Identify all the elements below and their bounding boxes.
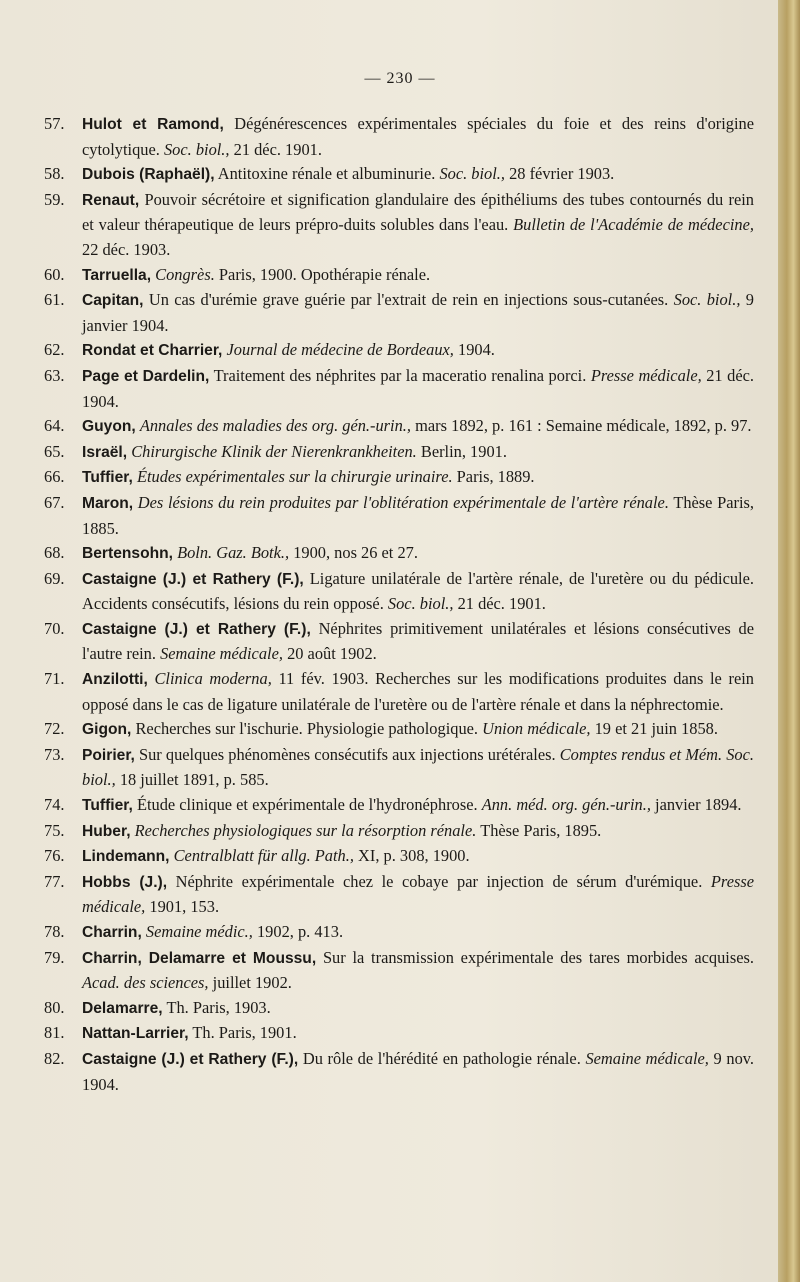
reference-author: Rondat et Charrier, bbox=[82, 342, 223, 360]
reference-item bbox=[44, 1047, 754, 1097]
reference-details: 9 nov. 1904. bbox=[82, 1048, 755, 1094]
reference-author: Castaigne (J.) et Rathery (F.), bbox=[82, 620, 311, 638]
reference-author: Gigon, bbox=[82, 721, 132, 739]
reference-author: Dubois (Raphaël), bbox=[82, 166, 215, 184]
reference-item bbox=[44, 819, 754, 845]
reference-author: Castaigne (J.) et Rathery (F.), bbox=[82, 570, 304, 588]
reference-author: Huber, bbox=[82, 822, 131, 840]
reference-number: 60. bbox=[44, 264, 65, 284]
reference-details: 22 déc. 1903. bbox=[82, 239, 171, 259]
reference-author: Delamarre, bbox=[82, 999, 163, 1017]
reference-journal: Comptes rendus et Mém. Soc. biol., bbox=[82, 744, 754, 790]
reference-title: Traitement des néphrites par la maceratio renalina porci. bbox=[213, 365, 587, 385]
reference-item bbox=[44, 112, 754, 162]
reference-details: 18 juillet 1891, p. 585. bbox=[119, 770, 269, 790]
reference-details: 11 fév. 1903. Recherches sur les modifications produites dans le rein opposé dans le cas de ligature unilatérale de l'uretère ou de l'artère rénale et dans la néphrectomie. bbox=[82, 669, 754, 714]
reference-details: XI, p. 308, 1900. bbox=[358, 846, 470, 866]
reference-title: Un cas d'urémie grave guérie par l'extrait de rein en injections sous-cutanées. bbox=[148, 290, 669, 310]
reference-details: Paris, 1900. Opothérapie rénale. bbox=[218, 264, 431, 284]
reference-journal: Acad. des sciences, bbox=[82, 973, 209, 993]
reference-journal: Clinica moderna, bbox=[154, 669, 272, 689]
reference-item bbox=[44, 541, 754, 567]
reference-number: 72. bbox=[44, 719, 65, 739]
reference-list bbox=[44, 112, 754, 1097]
reference-details: Thèse Paris, 1895. bbox=[480, 820, 602, 840]
reference-item bbox=[44, 440, 754, 466]
reference-journal: Semaine médic., bbox=[145, 922, 253, 941]
reference-details: 21 déc. 1904. bbox=[82, 365, 754, 411]
reference-author: Anzilotti, bbox=[82, 671, 148, 689]
reference-journal: Soc. biol., bbox=[439, 164, 505, 184]
reference-author: Page et Dardelin, bbox=[82, 367, 210, 385]
reference-details: mars 1892, p. 161 : Semaine médicale, 1892, p. 97. bbox=[415, 416, 752, 436]
reference-details: 19 et 21 juin 1858. bbox=[594, 719, 718, 739]
reference-item bbox=[44, 996, 754, 1022]
reference-journal: Boln. Gaz. Botk., bbox=[177, 543, 290, 563]
reference-journal: Recherches physiologiques sur la résorption rénale. bbox=[134, 820, 477, 840]
reference-number: 79. bbox=[44, 947, 65, 967]
reference-number: 57. bbox=[44, 114, 65, 133]
reference-item bbox=[44, 870, 754, 920]
reference-author: Poirier, bbox=[82, 746, 135, 764]
reference-author: Israël, bbox=[82, 443, 128, 461]
reference-item bbox=[44, 793, 754, 819]
reference-number: 61. bbox=[44, 290, 65, 310]
reference-item bbox=[44, 364, 754, 414]
reference-journal: Semaine médicale, bbox=[585, 1048, 709, 1068]
reference-author: Castaigne (J.) et Rathery (F.), bbox=[82, 1050, 299, 1068]
reference-title: Dégénérescences expérimentales spéciales du foie et des reins d'origine cytolytique. bbox=[82, 114, 754, 159]
reference-number: 75. bbox=[44, 820, 65, 840]
reference-item bbox=[44, 1021, 754, 1047]
reference-details: juillet 1902. bbox=[212, 973, 292, 993]
reference-details: 1902, p. 413. bbox=[256, 922, 344, 941]
reference-details: 1901, 153. bbox=[149, 897, 220, 917]
reference-number: 76. bbox=[44, 846, 65, 866]
reference-item bbox=[44, 667, 754, 717]
reference-title: Étude clinique et expérimentale de l'hydronéphrose. bbox=[136, 795, 478, 815]
reference-item bbox=[44, 263, 754, 289]
reference-journal: Soc. biol., bbox=[673, 290, 741, 310]
reference-journal: Congrès. bbox=[155, 264, 215, 284]
reference-number: 59. bbox=[44, 189, 65, 209]
reference-details: 28 février 1903. bbox=[509, 164, 615, 184]
reference-title: Néphrite expérimentale chez le cobaye par injection de sérum d'urémique. bbox=[175, 871, 703, 891]
reference-title: Sur quelques phénomènes consécutifs aux injections urétérales. bbox=[139, 744, 556, 764]
reference-journal: Annales des maladies des org. gén.-urin., bbox=[139, 416, 412, 436]
reference-title: Du rôle de l'hérédité en pathologie rénale. bbox=[302, 1048, 581, 1068]
reference-item bbox=[44, 920, 754, 946]
reference-item bbox=[44, 162, 754, 188]
reference-number: 68. bbox=[44, 543, 65, 563]
reference-author: Renaut, bbox=[82, 191, 140, 209]
reference-item bbox=[44, 743, 754, 793]
reference-number: 62. bbox=[44, 340, 65, 360]
reference-number: 78. bbox=[44, 922, 65, 941]
reference-details: 1900, nos 26 et 27. bbox=[293, 543, 418, 563]
reference-journal: Soc. biol., bbox=[387, 594, 454, 614]
reference-author: Tarruella, bbox=[82, 266, 152, 284]
reference-journal: Chirurgische Klinik der Nierenkrankheiten. bbox=[131, 441, 417, 461]
reference-title: Th. Paris, 1903. bbox=[166, 997, 271, 1017]
page-edge bbox=[778, 0, 800, 1282]
reference-journal: Bulletin de l'Académie de médecine, bbox=[513, 215, 754, 235]
reference-author: Hulot et Ramond, bbox=[82, 116, 224, 133]
reference-number: 69. bbox=[44, 568, 65, 588]
reference-item bbox=[44, 717, 754, 743]
reference-number: 81. bbox=[44, 1023, 65, 1043]
reference-item bbox=[44, 288, 754, 338]
reference-author: Maron, bbox=[82, 494, 134, 512]
reference-details: Paris, 1889. bbox=[456, 467, 535, 487]
reference-details: 9 janvier 1904. bbox=[82, 290, 754, 335]
reference-author: Capitan, bbox=[82, 292, 144, 310]
reference-details: 1904. bbox=[458, 340, 495, 360]
reference-title: Th. Paris, 1901. bbox=[192, 1023, 297, 1043]
reference-number: 71. bbox=[44, 669, 65, 689]
reference-number: 67. bbox=[44, 492, 65, 512]
reference-journal: Union médicale, bbox=[482, 719, 591, 739]
reference-number: 66. bbox=[44, 467, 65, 487]
reference-number: 64. bbox=[44, 416, 65, 436]
reference-details: 20 août 1902. bbox=[287, 644, 377, 664]
reference-title: Sur la transmission expérimentale des tares morbides acquises. bbox=[322, 947, 754, 967]
reference-number: 82. bbox=[44, 1048, 65, 1068]
reference-author: Charrin, bbox=[82, 924, 142, 941]
reference-title: Néphrites primitivement unilatérales et lésions consécutives de l'autre rein. bbox=[82, 618, 754, 664]
reference-item bbox=[44, 465, 754, 491]
reference-number: 77. bbox=[44, 871, 65, 891]
reference-item bbox=[44, 414, 754, 440]
reference-author: Bertensohn, bbox=[82, 545, 173, 563]
reference-number: 70. bbox=[44, 618, 65, 638]
reference-journal: Centralblatt für allg. Path., bbox=[173, 846, 354, 866]
reference-journal: Journal de médecine de Bordeaux, bbox=[226, 340, 454, 360]
reference-details: Berlin, 1901. bbox=[420, 441, 507, 461]
reference-author: Tuffier, bbox=[82, 469, 133, 487]
reference-details: 21 déc. 1901. bbox=[233, 139, 322, 159]
reference-item bbox=[44, 617, 754, 667]
reference-details: Thèse Paris, 1885. bbox=[82, 492, 754, 538]
reference-author: Lindemann, bbox=[82, 848, 170, 866]
reference-item bbox=[44, 946, 754, 996]
reference-item bbox=[44, 844, 754, 870]
reference-title: Antitoxine rénale et albuminurie. bbox=[217, 164, 436, 184]
reference-title: Recherches sur l'ischurie. Physiologie pathologique. bbox=[135, 719, 479, 739]
reference-journal: Études expérimentales sur la chirurgie urinaire. bbox=[136, 467, 453, 487]
reference-number: 80. bbox=[44, 997, 65, 1017]
reference-journal: Presse médicale, bbox=[590, 365, 702, 385]
reference-item bbox=[44, 491, 754, 541]
reference-number: 65. bbox=[44, 441, 65, 461]
reference-number: 74. bbox=[44, 795, 65, 815]
reference-author: Hobbs (J.), bbox=[82, 873, 168, 891]
reference-author: Tuffier, bbox=[82, 797, 133, 815]
reference-title: Pouvoir sécrétoire et signification glandulaire des épithéliums des tubes contournés du rein et valeur thérapeutique de leurs prépro-duits solubles dans l'eau. bbox=[82, 189, 754, 235]
reference-number: 63. bbox=[44, 365, 65, 385]
reference-item bbox=[44, 567, 754, 617]
reference-details: janvier 1894. bbox=[655, 795, 742, 815]
reference-author: Nattan-Larrier, bbox=[82, 1025, 189, 1043]
reference-item bbox=[44, 338, 754, 364]
reference-journal: Ann. méd. org. gén.-urin., bbox=[481, 795, 651, 815]
reference-author: Guyon, bbox=[82, 418, 136, 436]
reference-details: 21 déc. 1901. bbox=[457, 594, 546, 614]
reference-item bbox=[44, 188, 754, 263]
page-number: — 230 — bbox=[364, 70, 436, 87]
reference-author: Charrin, Delamarre et Moussu, bbox=[82, 949, 317, 967]
reference-number: 58. bbox=[44, 164, 65, 184]
reference-title: Ligature unilatérale de l'artère rénale, de l'uretère ou du pédicule. Accidents consécutifs, lésions du rein opposé. bbox=[82, 568, 754, 614]
reference-journal: Presse médicale, bbox=[82, 871, 754, 917]
reference-journal: Des lésions du rein produites par l'oblitération expérimentale de l'artère rénale. bbox=[137, 492, 669, 512]
reference-number: 73. bbox=[44, 744, 65, 764]
reference-journal: Soc. biol., bbox=[163, 139, 230, 159]
reference-journal: Semaine médicale, bbox=[160, 644, 283, 664]
